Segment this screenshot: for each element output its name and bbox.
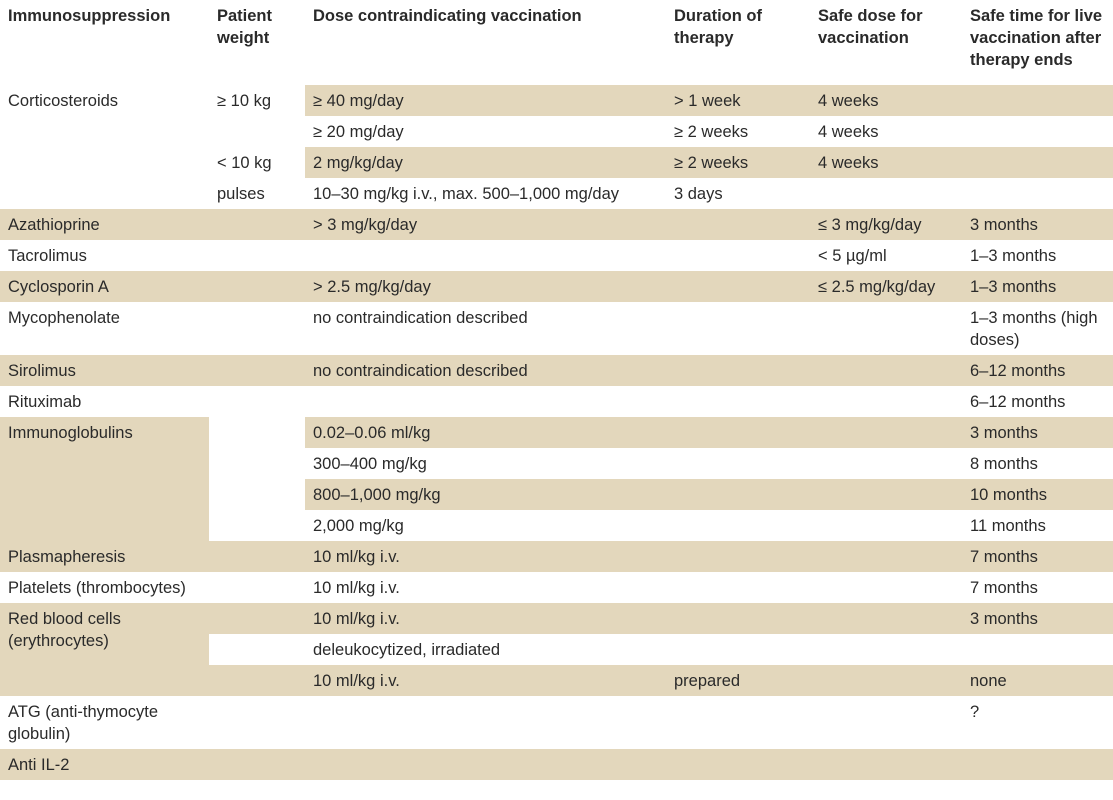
safe-dose-cell: 4 weeks (810, 85, 962, 116)
drug-name: Anti IL-2 (8, 756, 70, 774)
header-row (0, 0, 1113, 85)
safe-time-cell (962, 147, 1113, 178)
dose-cell: ≥ 20 mg/day (313, 123, 404, 141)
safe-dose-cell (810, 302, 962, 355)
duration-cell (666, 603, 810, 634)
dose-cell: 2 mg/kg/day (305, 147, 666, 178)
weight-cell (209, 417, 305, 541)
safe-dose-cell: ≤ 2.5 mg/kg/day (818, 278, 936, 296)
safe-time-cell (962, 749, 1113, 780)
dose-cell: 2,000 mg/kg (313, 517, 404, 535)
drug-name: Immunoglobulins (0, 417, 209, 541)
table-row (0, 541, 1113, 572)
duration-cell (666, 572, 810, 603)
dose-cell: 10 ml/kg i.v. (313, 548, 400, 566)
dose-cell: 10 ml/kg i.v. (313, 579, 400, 597)
safe-dose-cell (810, 634, 962, 665)
safe-dose-cell: < 5 µg/ml (818, 247, 887, 265)
duration-cell (666, 355, 810, 386)
header-immunosuppression: Immunosuppression (8, 7, 171, 25)
dose-cell: > 2.5 mg/kg/day (313, 278, 431, 296)
drug-name: Mycophenolate (8, 309, 120, 327)
header-safe-dose: Safe dose for vaccination (818, 7, 923, 47)
weight-cell (209, 541, 305, 572)
safe-time-cell: 11 months (970, 517, 1046, 535)
header-dose-contraindicating: Dose contraindicating vaccination (313, 7, 582, 25)
safe-time-cell: 8 months (970, 455, 1038, 473)
table-row (0, 696, 1113, 749)
table-row (0, 209, 1113, 240)
safe-dose-cell (810, 749, 962, 780)
dose-cell: no contraindication described (313, 309, 528, 327)
drug-name: Platelets (thrombocytes) (8, 579, 186, 597)
weight-cell (209, 603, 305, 634)
safe-time-cell: 6–12 months (970, 393, 1066, 411)
dose-cell: no contraindication described (313, 362, 528, 380)
duration-cell: > 1 week (666, 85, 810, 116)
table-row (0, 603, 1113, 634)
weight-cell (209, 665, 305, 696)
safe-time-cell: ? (970, 703, 980, 721)
weight-cell: < 10 kg (217, 154, 272, 172)
drug-name: Sirolimus (8, 362, 76, 380)
duration-cell (666, 240, 810, 271)
weight-cell: ≥ 10 kg (217, 92, 272, 110)
safe-dose-cell (810, 696, 962, 749)
duration-cell (666, 302, 810, 355)
safe-time-cell: 1–3 months (970, 278, 1057, 296)
duration-cell (666, 749, 810, 780)
duration-cell (666, 479, 810, 510)
dose-cell: > 3 mg/kg/day (313, 216, 418, 234)
weight-cell: pulses (217, 185, 265, 203)
duration-cell (666, 541, 810, 572)
safe-dose-cell (810, 603, 962, 634)
table-row (0, 271, 1113, 302)
safe-dose-cell: ≤ 3 mg/kg/day (818, 216, 922, 234)
duration-cell: ≥ 2 weeks (666, 147, 810, 178)
safe-time-cell: 1–3 months (high doses) (970, 309, 1098, 349)
header-safe-time: Safe time for live vaccination after therapy ends (970, 7, 1103, 69)
drug-name: Tacrolimus (8, 247, 87, 265)
table-row (0, 355, 1113, 386)
weight-cell (209, 749, 305, 780)
dose-cell: 10 ml/kg i.v. (305, 603, 666, 634)
duration-cell (666, 417, 810, 448)
duration-cell (666, 510, 810, 541)
header-patient-weight: Patient weight (217, 7, 273, 47)
drug-name: Cyclosporin A (8, 278, 109, 296)
table-row (0, 417, 1113, 448)
weight-cell (209, 696, 305, 749)
safe-time-cell: none (970, 672, 1007, 690)
dose-cell: 10 ml/kg i.v. (313, 672, 400, 690)
header-duration: Duration of therapy (674, 7, 762, 47)
drug-name: Rituximab (8, 393, 82, 411)
safe-time-cell: 10 months (962, 479, 1113, 510)
table-row (0, 386, 1113, 417)
safe-time-cell (962, 634, 1113, 665)
table-row (0, 302, 1113, 355)
duration-cell (666, 696, 810, 749)
safe-dose-cell (810, 448, 962, 479)
table-row (0, 240, 1113, 271)
weight-cell (209, 572, 305, 603)
weight-cell (209, 271, 305, 302)
duration-cell (666, 209, 810, 240)
dose-cell: 10–30 mg/kg i.v., max. 500–1,000 mg/day (313, 185, 620, 203)
dose-cell: deleukocytized, irradiated (313, 641, 501, 659)
safe-time-cell: 3 months (962, 603, 1113, 634)
weight-cell (209, 355, 305, 386)
duration-cell (666, 386, 810, 417)
weight-cell (209, 209, 305, 240)
table-row (0, 749, 1113, 780)
dose-cell (305, 696, 666, 749)
safe-dose-cell (810, 178, 962, 209)
weight-cell (209, 240, 305, 271)
duration-cell: ≥ 2 weeks (674, 123, 749, 141)
table-row (0, 572, 1113, 603)
safe-dose-cell (810, 417, 962, 448)
duration-cell: prepared (674, 672, 741, 690)
dose-cell (305, 749, 666, 780)
drug-name: Plasmapheresis (8, 548, 126, 566)
weight-cell (209, 386, 305, 417)
safe-dose-cell (810, 355, 962, 386)
safe-time-cell: 1–3 months (970, 247, 1057, 265)
safe-dose-cell (810, 510, 962, 541)
safe-dose-cell (810, 572, 962, 603)
safe-dose-cell: 4 weeks (810, 147, 962, 178)
dose-cell: 0.02–0.06 ml/kg (305, 417, 666, 448)
duration-cell (666, 634, 810, 665)
duration-cell (666, 448, 810, 479)
dose-cell: 800–1,000 mg/kg (305, 479, 666, 510)
safe-dose-cell (810, 479, 962, 510)
dose-cell (305, 386, 666, 417)
safe-dose-cell: 4 weeks (818, 123, 879, 141)
safe-time-cell: 3 months (970, 216, 1038, 234)
safe-time-cell: 3 months (962, 417, 1113, 448)
drug-name: Corticosteroids (8, 92, 119, 110)
duration-cell (666, 271, 810, 302)
safe-dose-cell (810, 541, 962, 572)
safe-time-cell (962, 85, 1113, 116)
safe-dose-cell (810, 386, 962, 417)
drug-name: Azathioprine (8, 216, 100, 234)
safe-time-cell: 7 months (970, 579, 1038, 597)
safe-time-cell: 7 months (970, 548, 1038, 566)
drug-name: ATG (anti-thymocyte globulin) (8, 703, 159, 743)
safe-dose-cell (810, 665, 962, 696)
drug-name: Red blood cells (erythrocytes) (0, 603, 209, 696)
dose-cell: ≥ 40 mg/day (305, 85, 666, 116)
table-row (0, 85, 1113, 116)
duration-cell: 3 days (674, 185, 723, 203)
dose-cell: 300–400 mg/kg (313, 455, 427, 473)
dose-cell (305, 240, 666, 271)
safe-time-cell (962, 116, 1113, 147)
safe-time-cell (962, 178, 1113, 209)
safe-time-cell: 6–12 months (970, 362, 1066, 380)
weight-cell (209, 634, 305, 665)
weight-cell (209, 302, 305, 355)
